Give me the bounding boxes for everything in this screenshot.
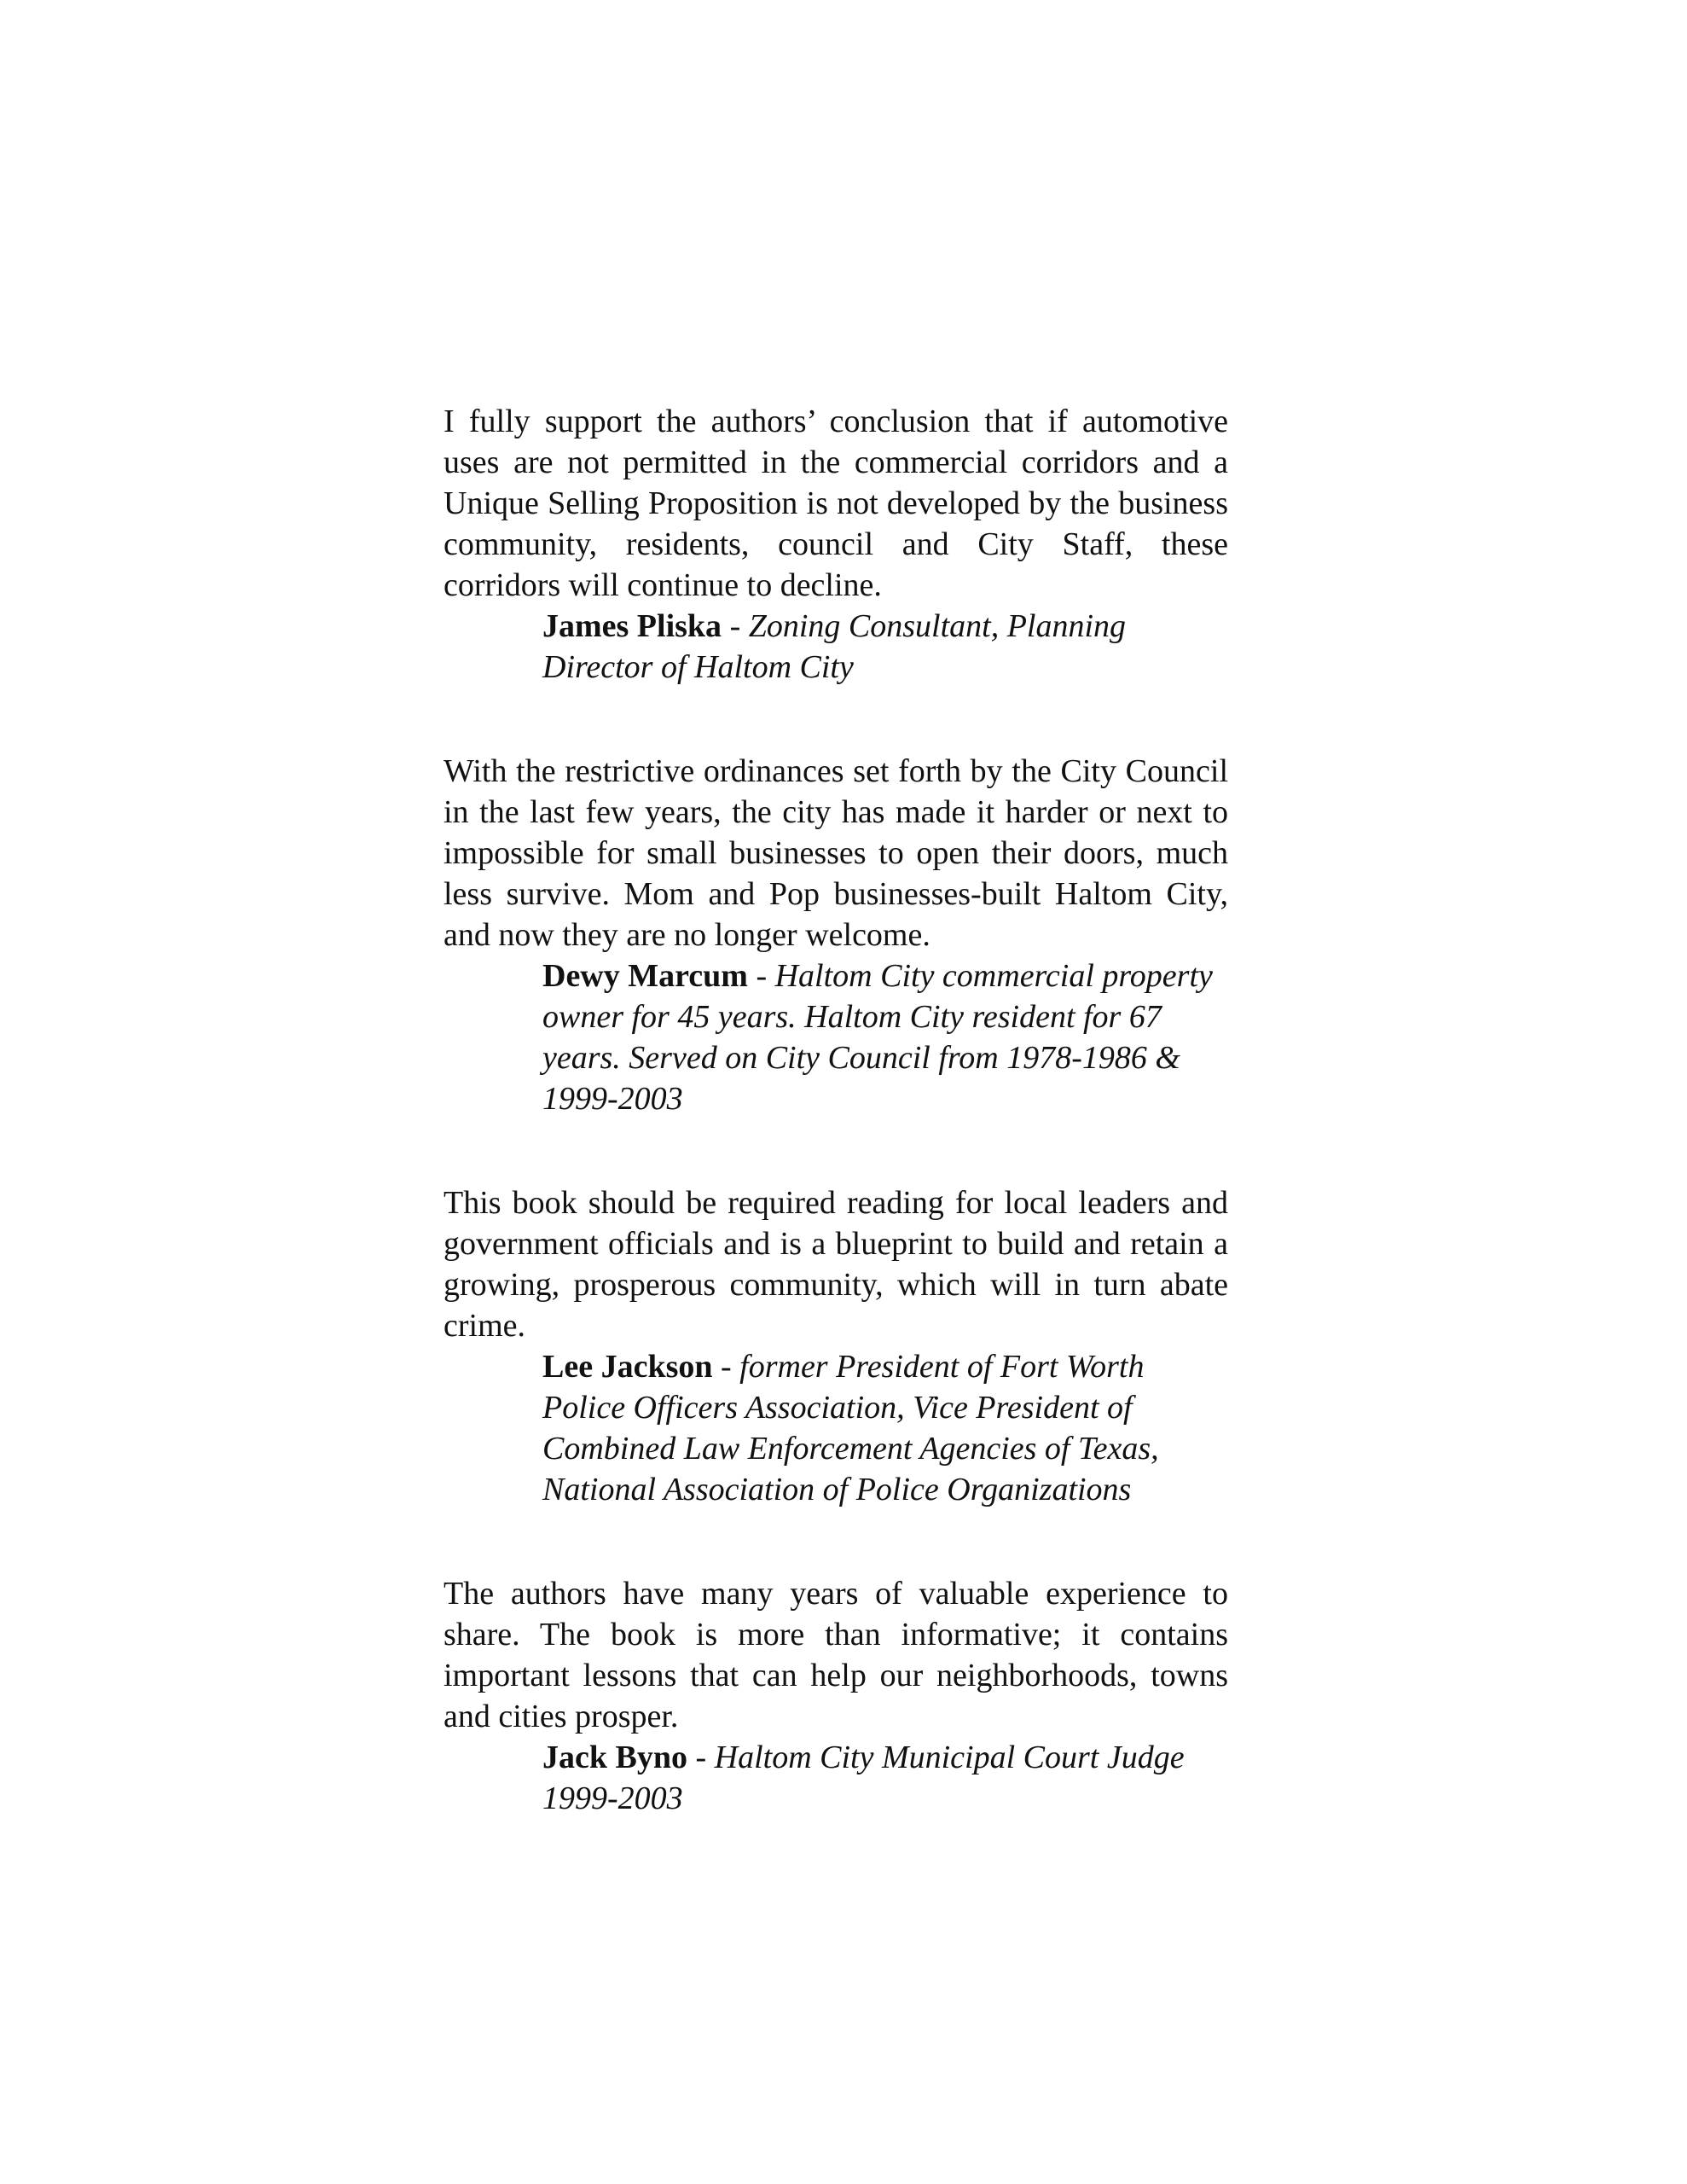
endorser-name: Lee Jackson <box>542 1349 713 1385</box>
endorsement-jackson <box>443 1182 1228 1510</box>
endorser-role: former President of Fort Worth Police Officers Association, Vice President of Combined Law Enforcement Agencies of Texas, National Association of Police Organizations <box>542 1349 1159 1507</box>
endorsement-quote: This book should be required reading for local leaders and government officials and is a blueprint to build and retain a growing, prosperous community, which will in turn abate crime. <box>443 1185 1228 1344</box>
endorser-role: Haltom City commercial property owner for 45 years. Haltom City resident for 67 years. Served on City Council from 1978-1986 & 1999-2003 <box>542 958 1213 1117</box>
endorsement-pliska <box>443 401 1228 688</box>
endorser-role: Haltom City Municipal Court Judge 1999-2003 <box>542 1740 1185 1816</box>
endorsement-quote: I fully support the authors’ conclusion that if automotive uses are not permitted in the commercial corridors and a Unique Selling Proposition is not developed by the business community, residents, council and City Staff, these corridors will continue to decline. <box>443 404 1228 603</box>
endorser-name: Jack Byno <box>542 1740 687 1775</box>
attribution-separator: - <box>687 1740 715 1775</box>
endorser-name: Dewy Marcum <box>542 958 748 994</box>
attribution-separator: - <box>722 608 749 644</box>
endorsement-marcum <box>443 751 1228 1119</box>
endorsements-column <box>443 401 1228 1882</box>
endorsement-quote: With the restrictive ordinances set forth by the City Council in the last few years, the city has made it harder or next to impossible for small businesses to open their doors, much less survive. Mom and Pop businesses-built Haltom City, and now they are no longer welcome. <box>443 753 1228 953</box>
endorser-name: James Pliska <box>542 608 722 644</box>
endorser-role: Zoning Consultant, Planning Director of Haltom City <box>542 608 1127 685</box>
endorsement-attribution <box>542 1346 1228 1510</box>
attribution-separator: - <box>747 958 775 994</box>
attribution-separator: - <box>712 1349 740 1385</box>
endorsement-quote: The authors have many years of valuable experience to share. The book is more than informative; it contains important lessons that can help our neighborhoods, towns and cities prosper. <box>443 1576 1228 1734</box>
endorsement-byno <box>443 1573 1228 1819</box>
endorsement-attribution <box>542 1737 1228 1819</box>
endorsement-attribution <box>542 606 1228 688</box>
endorsement-attribution <box>542 956 1228 1119</box>
